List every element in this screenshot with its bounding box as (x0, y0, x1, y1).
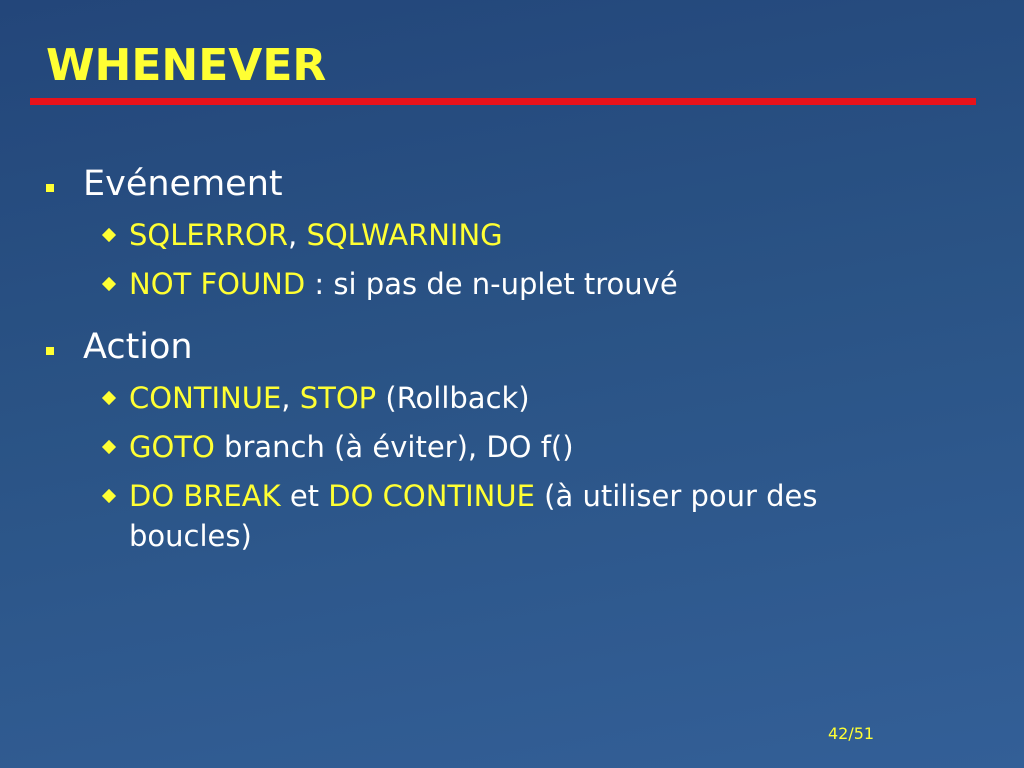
bullet-label: Evénement (83, 164, 283, 204)
sub-bullet (44, 264, 944, 304)
keyword: GOTO (129, 430, 215, 464)
bullet-action (44, 325, 944, 369)
slide-content (44, 162, 944, 556)
diamond-bullet-icon (102, 440, 116, 454)
text-fragment: et (280, 479, 329, 513)
sub-bullet (44, 476, 944, 556)
keyword: DO BREAK (129, 479, 281, 513)
keyword: SQLWARNING (306, 218, 503, 252)
diamond-bullet-icon (102, 489, 116, 503)
diamond-bullet-icon (102, 228, 116, 242)
keyword: STOP (299, 381, 377, 415)
diamond-bullet-icon (102, 391, 116, 405)
square-bullet-icon (46, 347, 54, 355)
keyword: NOT FOUND (129, 267, 306, 301)
square-bullet-icon (46, 184, 54, 192)
text-fragment: , (281, 381, 300, 415)
keyword: DO CONTINUE (328, 479, 535, 513)
slide-title: WHENEVER (46, 40, 327, 91)
sub-bullet (44, 427, 944, 467)
bullet-evenement (44, 162, 944, 206)
title-underline (30, 98, 976, 105)
text-fragment: (Rollback) (376, 381, 530, 415)
keyword: SQLERROR (129, 218, 288, 252)
text-fragment: : si pas de n-uplet trouvé (305, 267, 678, 301)
text-fragment: (à utiliser pour des boucles) (129, 479, 818, 553)
text-fragment: , (288, 218, 307, 252)
keyword: CONTINUE (129, 381, 282, 415)
text-fragment: branch (à éviter), DO f() (214, 430, 574, 464)
sub-bullet (44, 215, 944, 255)
sub-bullet (44, 378, 944, 418)
page-number: 42/51 (828, 724, 875, 743)
bullet-label: Action (83, 327, 193, 367)
diamond-bullet-icon (102, 277, 116, 291)
